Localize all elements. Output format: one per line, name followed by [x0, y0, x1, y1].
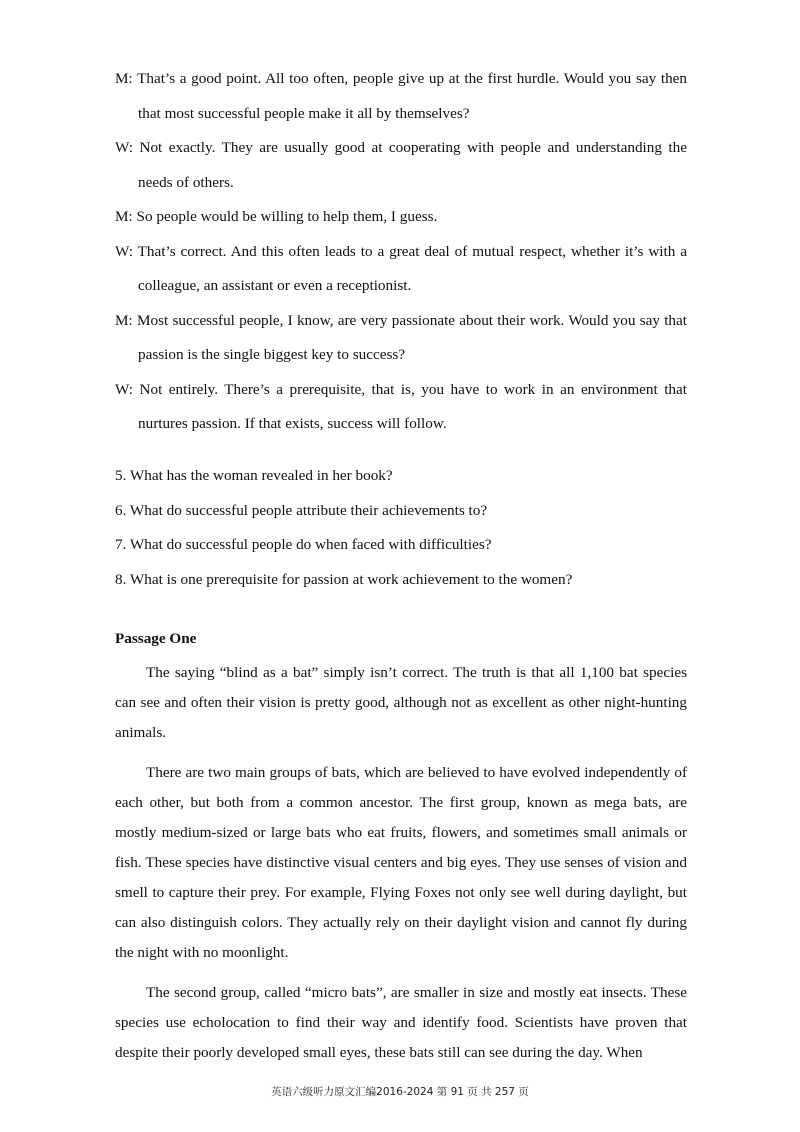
- passage-paragraph-2: There are two main groups of bats, which are believed to have evolved independently of each other, but both from a common ancestor. The first group, known as mega bats, are mostly medium-sized or large bats who eat fruits, flowers, and sometimes small animals or fish. These species have distinctive visual centers and big eyes. They use senses of vision and smell to capture their prey. For example, Flying Foxes not only see well during daylight, but can also distinguish colors. They actually rely on their daylight vision and cannot fly during the night with no moonlight.: [115, 764, 687, 961]
- passage-body: [115, 658, 687, 1078]
- speaker-label: M: [115, 311, 129, 329]
- dialogue-turn: M: Most successful people, I know, are very passionate about their work. Would you say that passion is the single biggest key to success?: [115, 311, 687, 363]
- turn-text: Not exactly. They are usually good at cooperating with people and understanding the needs of others.: [138, 139, 687, 191]
- speaker-label: W: [115, 242, 129, 260]
- question-list: [115, 459, 687, 597]
- turn-text: That’s correct. And this often leads to a great deal of mutual respect, whether it’s with a colleague, an assistant or even a receptionist.: [137, 242, 688, 294]
- passage-paragraph-1: The saying “blind as a bat” simply isn’t correct. The truth is that all 1,100 bat species can see and often their vision is pretty good, although not as excellent as other night-hunting animals.: [115, 664, 687, 741]
- question-5: 5. What has the woman revealed in her book?: [115, 467, 393, 484]
- question-6: 6. What do successful people attribute their achievements to?: [115, 501, 488, 519]
- speaker-label: M: [115, 208, 129, 225]
- speaker-label: W: [115, 380, 129, 398]
- dialogue-turn: W: Not exactly. They are usually good at cooperating with people and understanding the needs of others.: [115, 139, 687, 191]
- speaker-label: M: [115, 70, 129, 87]
- turn-text: So people would be willing to help them, I guess.: [136, 208, 438, 225]
- turn-text: Most successful people, I know, are very passionate about their work. Would you say that passion is the single biggest key to success?: [136, 311, 687, 363]
- question-7: 7. What do successful people do when faced with difficulties?: [115, 536, 492, 553]
- passage-paragraph-3: The second group, called “micro bats”, are smaller in size and mostly eat insects. These species use echolocation to find their way and identify food. Scientists have proven that despite their poorly developed small eyes, these bats still can see during the day. When: [115, 984, 687, 1061]
- speaker-label: W: [115, 139, 129, 156]
- dialogue-section: [115, 62, 687, 442]
- dialogue-turn: W: Not entirely. There’s a prerequisite, that is, you have to work in an environment that nurtures passion. If that exists, success will follow.: [115, 380, 687, 432]
- dialogue-turn: M: That’s a good point. All too often, people give up at the first hurdle. Would you say then that most successful people make it all by themselves?: [115, 70, 688, 122]
- question-8: 8. What is one prerequisite for passion at work achievement to the women?: [115, 570, 573, 588]
- dialogue-turn: M: So people would be willing to help them, I guess.: [115, 208, 438, 225]
- turn-text: Not entirely. There’s a prerequisite, that is, you have to work in an environment that nurtures passion. If that exists, success will follow.: [138, 380, 687, 432]
- passage-title: Passage One: [115, 630, 197, 647]
- dialogue-turn: W: That’s correct. And this often leads to a great deal of mutual respect, whether it’s with a colleague, an assistant or even a receptionist.: [115, 242, 688, 294]
- turn-text: That’s a good point. All too often, people give up at the first hurdle. Would you say then that most successful people make it all by themselves?: [137, 70, 688, 122]
- page-footer: 英语六级听力原文汇编2016-2024 第 91 页 共 257 页: [271, 1086, 529, 1098]
